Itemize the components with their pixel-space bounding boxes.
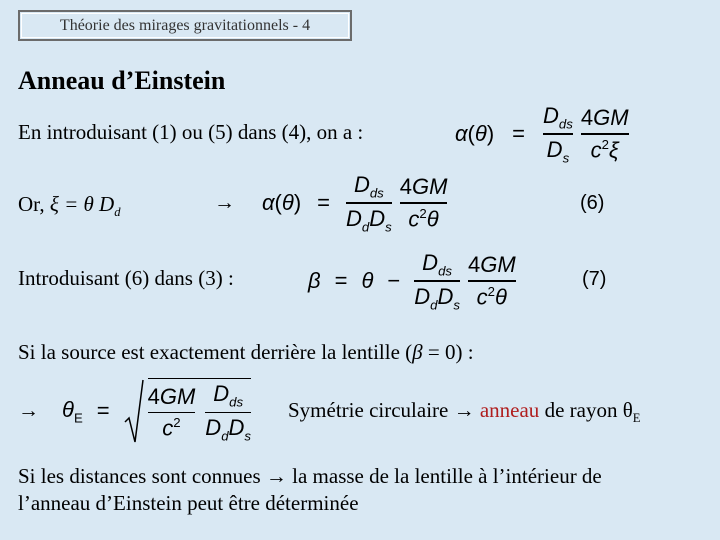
equation-7-label: (7) xyxy=(582,268,607,290)
symmetry-suffix: de rayon θ xyxy=(539,398,633,422)
arrow-1: → xyxy=(214,190,235,214)
or-prefix: Or, xyxy=(18,192,50,216)
intro-text: En introduisant (1) ou (5) dans (4), on a : xyxy=(18,120,364,144)
introduisant-text: Introduisant (6) dans (3) : xyxy=(18,266,234,290)
slide-header-title: Théorie des mirages gravitationnels - 4 xyxy=(59,16,311,34)
or-relation-sub: d xyxy=(114,205,121,220)
slide-header xyxy=(18,10,352,41)
symmetry-highlight: anneau xyxy=(479,398,540,422)
source-prefix: Si la source est exactement derrière la lentille ( xyxy=(18,340,413,364)
conclusion-line-2: l’anneau d’Einstein peut être déterminée xyxy=(18,491,359,515)
symmetry-sub: E xyxy=(632,411,641,426)
equation-6: α(θ) = $D_{ds}$ $D_dD_s$ 4GM $c^2\theta$ xyxy=(262,171,448,235)
sqrt-sign-icon xyxy=(124,378,144,444)
equation-6-label: (6) xyxy=(580,192,605,214)
source-beta: β xyxy=(412,340,423,364)
conclusion-line-1: Si les distances sont connues → la masse de la lentille à l’intérieur de xyxy=(18,464,602,488)
equation-7: β = θ − $D_{ds}$ $D_dD_s$ 4GM $c^2\theta$ xyxy=(308,249,516,313)
source-line xyxy=(18,340,474,365)
equation-einstein-radius: $\theta_E$ = 4GM $c^2$ $D_{ds}$ $D_dD_s$ xyxy=(62,378,251,444)
arrow-2: → xyxy=(18,398,39,422)
section-title: Anneau d’Einstein xyxy=(18,66,226,95)
equation-alpha-xi: α(θ) = $D_{ds}$ $D_s$ 4GM $c^2\xi$ xyxy=(455,102,629,166)
or-relation: ξ = θ D xyxy=(49,192,115,216)
symmetry-line xyxy=(288,398,640,426)
or-line xyxy=(18,192,121,220)
symmetry-prefix: Symétrie circulaire → xyxy=(288,398,480,422)
source-suffix: = 0) : xyxy=(422,340,474,364)
